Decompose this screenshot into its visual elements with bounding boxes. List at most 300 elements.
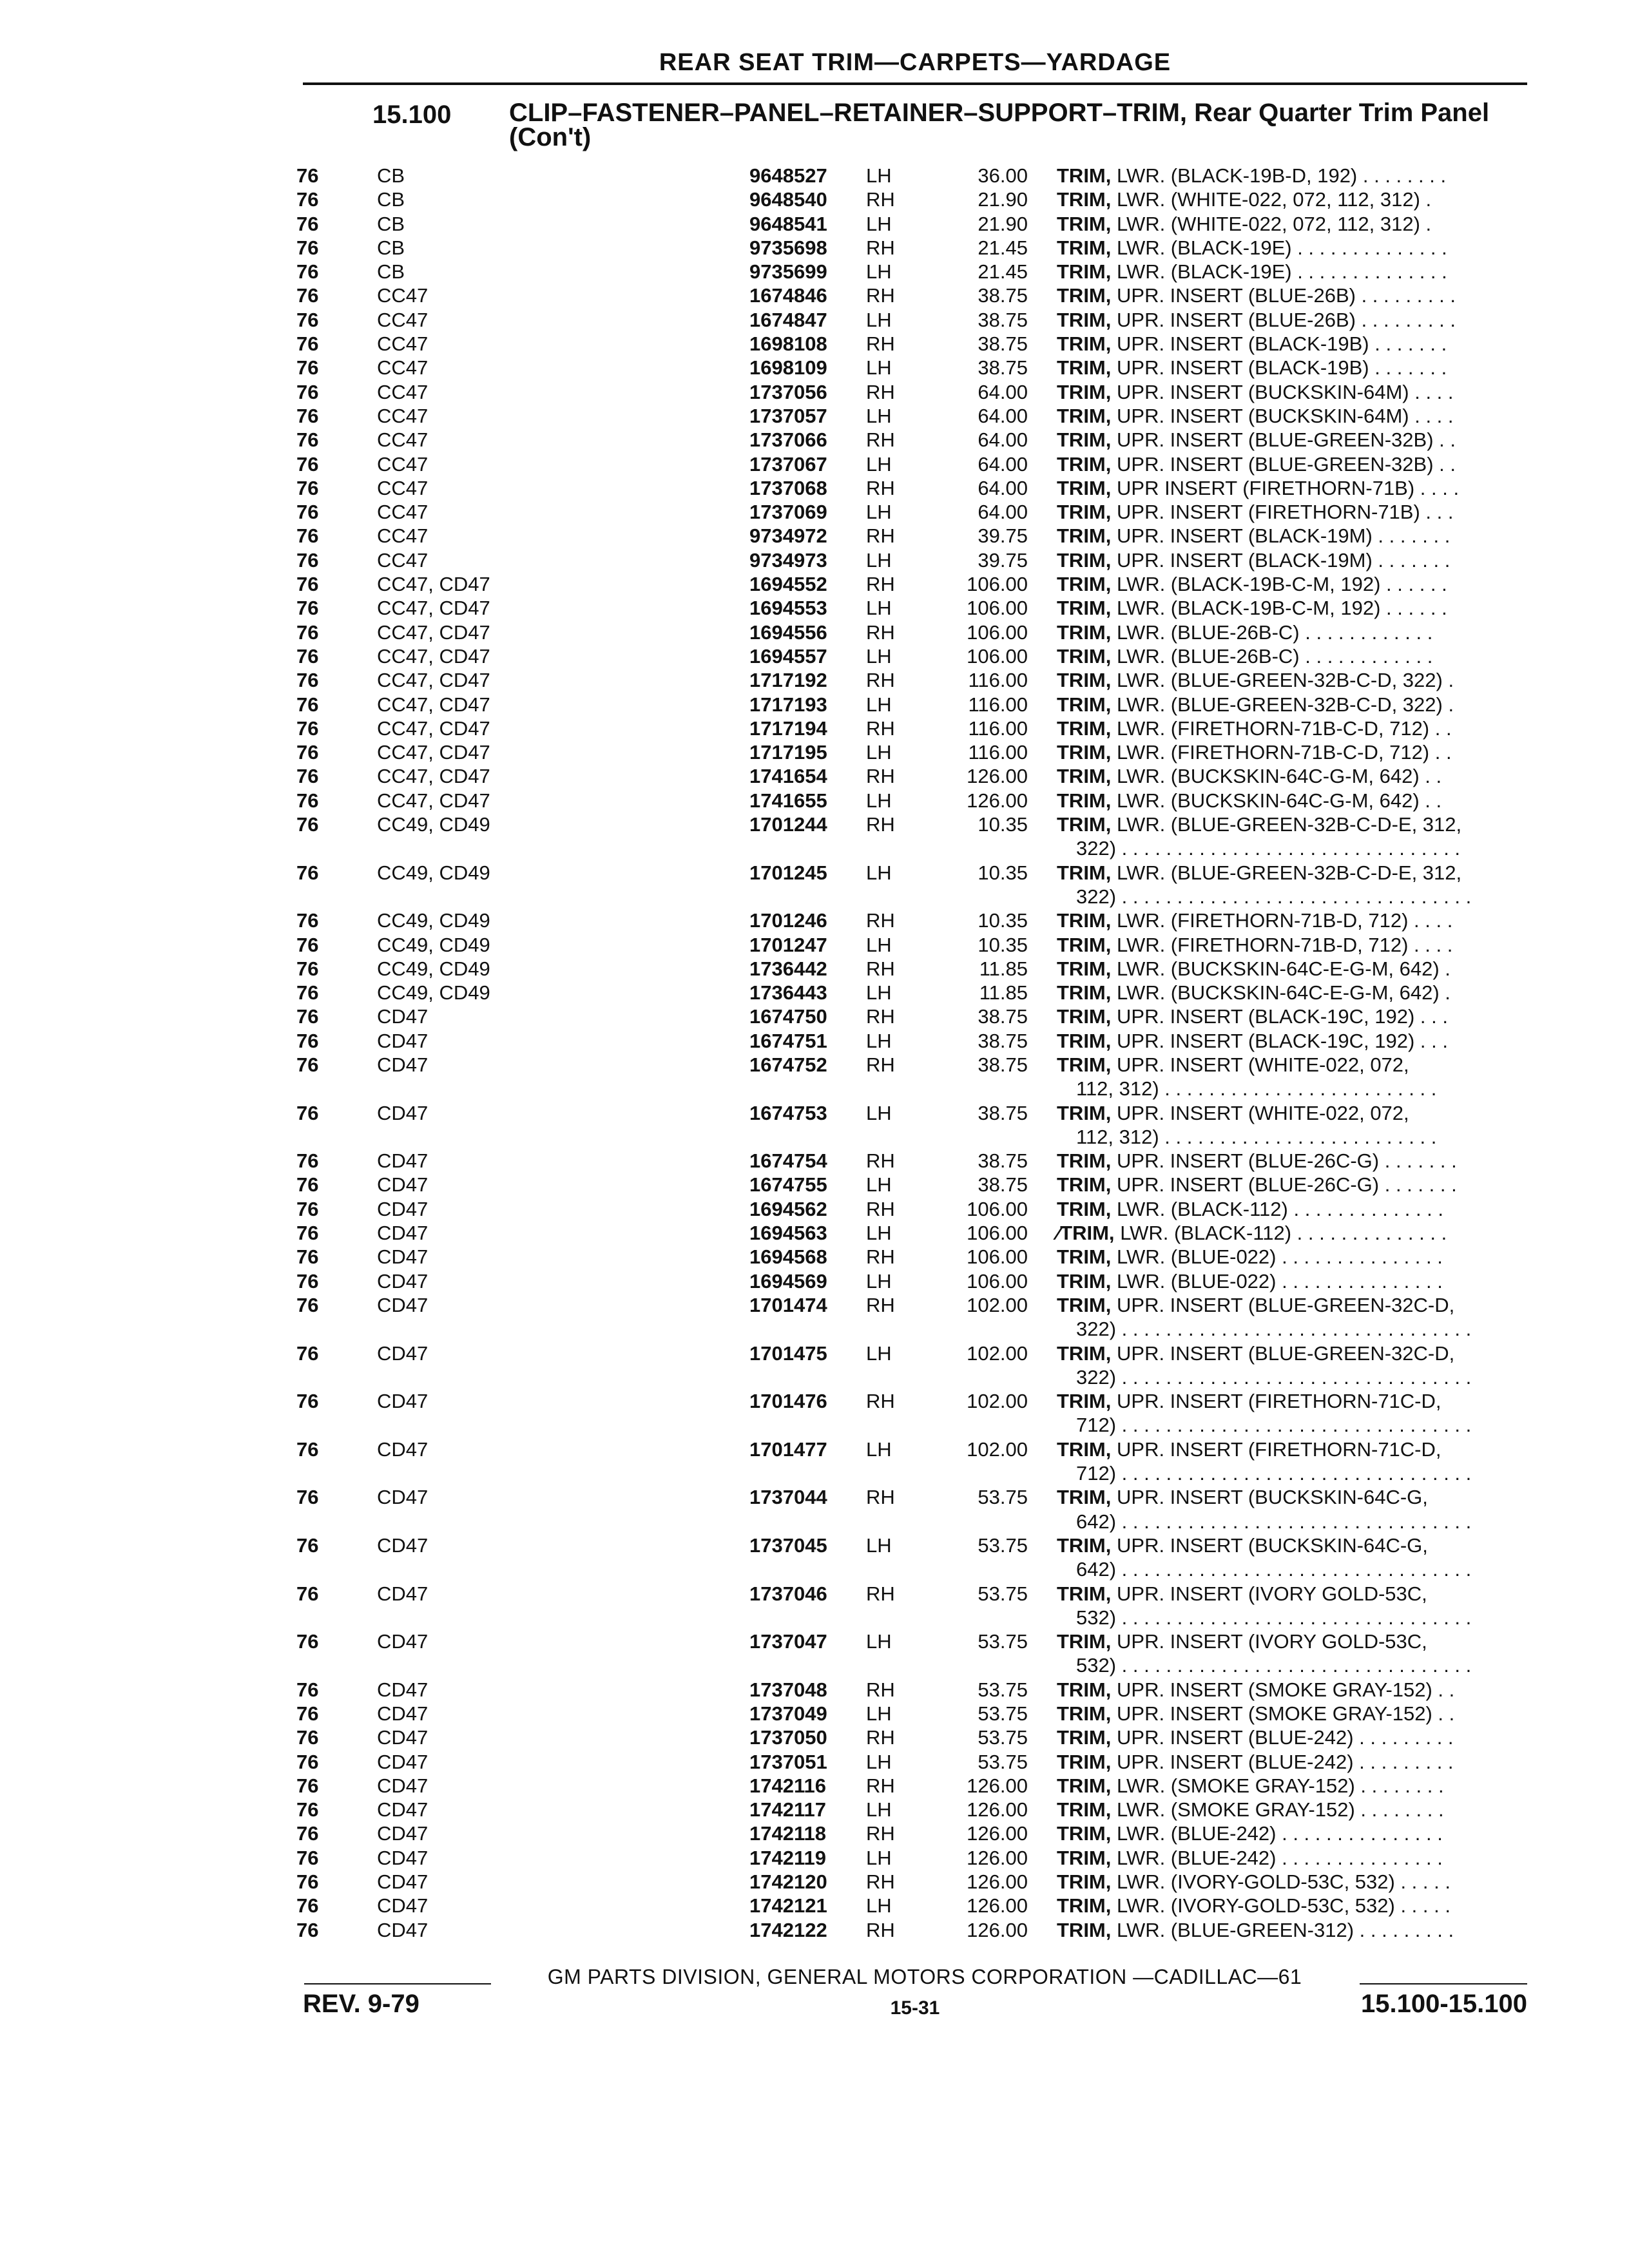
description	[1057, 1221, 1527, 1245]
description	[1057, 308, 1527, 332]
description-text: UPR. INSERT (BLACK-19M) . . . . . . .	[1117, 524, 1451, 548]
table-row	[0, 1004, 1629, 1028]
side: LH	[866, 1750, 892, 1773]
part-number: 1698108	[749, 332, 827, 356]
body-style	[377, 1245, 725, 1269]
item-name: TRIM,	[1057, 1053, 1112, 1076]
model-code: 76	[296, 1918, 319, 1941]
item-name: TRIM,	[1057, 693, 1112, 716]
description	[1057, 716, 1527, 740]
table-row	[0, 596, 1629, 620]
description-text: UPR. INSERT (BLACK-19C, 192) . . .	[1117, 1029, 1448, 1052]
description-text: LWR. (BUCKSKIN-64C-E-G-M, 642) .	[1117, 981, 1451, 1004]
side: RH	[866, 909, 895, 932]
body-style-label: CD47	[377, 1005, 434, 1028]
side: RH	[866, 1774, 895, 1797]
body-style-label: CC47, CD47	[377, 621, 497, 644]
part-number: 1701245	[749, 861, 827, 884]
table-row	[0, 644, 1629, 668]
body-style-label: CD47	[377, 1870, 434, 1893]
description-text: LWR. (BLACK-19E) . . . . . . . . . . . . . .	[1117, 260, 1447, 284]
description-continuation: 322) . . . . . . . . . . . . . . . . . . . . . . . . . . . . . . .	[1076, 837, 1461, 860]
description	[1057, 1725, 1527, 1749]
side: RH	[866, 1918, 895, 1941]
description-text: LWR. (BUCKSKIN-64C-G-M, 642) . .	[1117, 765, 1442, 788]
price: 126.00	[967, 1846, 1028, 1869]
body-style	[377, 164, 725, 187]
price: 116.00	[968, 716, 1028, 740]
model-code: 76	[296, 1846, 319, 1869]
description	[1057, 1533, 1527, 1582]
part-number: 1694563	[749, 1222, 827, 1245]
description	[1057, 668, 1527, 692]
table-row	[0, 1389, 1629, 1437]
item-name: TRIM,	[1057, 1341, 1112, 1365]
price: 64.00	[978, 380, 1028, 403]
description-text: LWR. (BLUE-022) . . . . . . . . . . . . . . .	[1117, 1269, 1443, 1293]
side: RH	[866, 765, 895, 788]
description-text: LWR. (IVORY-GOLD-53C, 532) . . . . .	[1117, 1870, 1451, 1894]
body-style-label: CC47	[377, 309, 434, 331]
description	[1057, 1029, 1527, 1053]
model-code: 76	[296, 1726, 319, 1749]
body-style	[377, 452, 725, 476]
item-name: TRIM,	[1057, 356, 1112, 380]
body-style-label: CD47	[377, 1894, 434, 1917]
description	[1057, 1582, 1527, 1630]
item-name: TRIM,	[1057, 1533, 1112, 1557]
model-code: 76	[296, 933, 319, 956]
item-name: TRIM,	[1057, 1197, 1112, 1220]
model-code: 76	[296, 620, 319, 644]
description-text: UPR. INSERT (BUCKSKIN-64M) . . . .	[1117, 404, 1454, 427]
description	[1057, 620, 1527, 644]
description	[1057, 933, 1527, 957]
item-name: TRIM,	[1057, 332, 1112, 356]
side: LH	[866, 260, 892, 284]
table-row	[0, 308, 1629, 332]
side: LH	[866, 212, 892, 235]
side: LH	[866, 1846, 892, 1869]
item-name: TRIM,	[1057, 741, 1112, 764]
body-style-label: CD47	[377, 1702, 434, 1725]
body-style-label: CC47, CD47	[377, 669, 497, 691]
part-number: 1742118	[749, 1822, 826, 1845]
table-row	[0, 476, 1629, 500]
description-text: UPR. INSERT (BUCKSKIN-64M) . . . .	[1117, 380, 1454, 403]
model-code: 76	[296, 1486, 319, 1509]
side: LH	[866, 1101, 892, 1124]
table-row	[0, 187, 1629, 211]
footer-publisher: GM PARTS DIVISION, GENERAL MOTORS CORPORATION —CADILLAC—61	[547, 1965, 1302, 1988]
body-style-label: CC47	[377, 428, 434, 451]
description-text: UPR. INSERT (BLUE-GREEN-32B) . .	[1117, 452, 1456, 476]
description-text: UPR. INSERT (BLACK-19M) . . . . . . .	[1117, 548, 1451, 572]
part-number: 1701477	[749, 1437, 827, 1461]
part-number: 1674750	[749, 1005, 827, 1028]
item-name: TRIM,	[1057, 1894, 1112, 1917]
part-number: 1694568	[749, 1245, 827, 1269]
item-name: TRIM,	[1057, 1798, 1112, 1821]
item-name: TRIM,	[1057, 212, 1112, 235]
item-name: TRIM,	[1057, 765, 1112, 788]
body-style-label: CC47	[377, 477, 434, 499]
body-style-label: CC47	[377, 332, 434, 355]
price: 64.00	[978, 452, 1028, 476]
model-code: 76	[296, 404, 319, 427]
table-row	[0, 1029, 1629, 1053]
model-code: 76	[296, 1702, 319, 1725]
part-number: 1717195	[749, 741, 827, 764]
price: 102.00	[967, 1437, 1028, 1461]
item-name: TRIM,	[1057, 284, 1112, 307]
item-name: TRIM,	[1057, 188, 1112, 211]
price: 21.90	[978, 212, 1028, 235]
table-row	[0, 548, 1629, 572]
table-row	[0, 1629, 1629, 1678]
part-number: 1737050	[749, 1726, 827, 1749]
body-style	[377, 212, 725, 236]
body-style	[377, 933, 725, 957]
price: 38.75	[978, 284, 1028, 307]
description-text: UPR. INSERT (BLACK-19B) . . . . . . .	[1117, 356, 1447, 380]
table-row	[0, 1821, 1629, 1845]
body-style	[377, 1678, 725, 1702]
side: RH	[866, 620, 895, 644]
model-code: 76	[296, 597, 319, 620]
description	[1057, 187, 1527, 211]
description-text: LWR. (BLUE-26B-C) . . . . . . . . . . . .	[1117, 644, 1433, 668]
side: LH	[866, 1029, 892, 1052]
price: 53.75	[978, 1702, 1028, 1725]
price: 106.00	[967, 1222, 1028, 1245]
description	[1057, 1750, 1527, 1774]
item-name: TRIM,	[1057, 813, 1112, 836]
table-row	[0, 1725, 1629, 1749]
part-number: 9734973	[749, 548, 827, 572]
body-style-label: CC47, CD47	[377, 789, 497, 812]
body-style-label: CB	[377, 164, 411, 187]
table-row	[0, 404, 1629, 428]
body-style-label: CD47	[377, 1173, 434, 1196]
table-row	[0, 668, 1629, 692]
description-text: UPR. INSERT (WHITE-022, 072,	[1117, 1101, 1409, 1124]
body-style	[377, 380, 725, 404]
body-style-label: CD47	[377, 1342, 434, 1365]
description	[1057, 693, 1527, 716]
price: 11.85	[979, 957, 1028, 980]
description-continuation: 322) . . . . . . . . . . . . . . . . . . . . . . . . . . . . . . . .	[1076, 885, 1472, 908]
description-continuation: 712) . . . . . . . . . . . . . . . . . . . . . . . . . . . . . . . .	[1076, 1462, 1472, 1485]
body-style	[377, 1774, 725, 1798]
part-number: 1737068	[749, 476, 827, 499]
side: LH	[866, 1341, 892, 1365]
body-style	[377, 1341, 725, 1365]
description	[1057, 1269, 1527, 1293]
description-text: UPR. INSERT (SMOKE GRAY-152) . .	[1117, 1702, 1455, 1725]
description-text: UPR. INSERT (BUCKSKIN-64C-G,	[1117, 1486, 1428, 1509]
item-name: TRIM,	[1057, 1245, 1112, 1269]
table-row	[0, 764, 1629, 788]
body-style	[377, 1389, 725, 1413]
body-style-label: CD47	[377, 1847, 434, 1869]
item-name: TRIM,	[1057, 1486, 1112, 1509]
model-code: 76	[296, 1678, 319, 1701]
body-style	[377, 236, 725, 260]
side: RH	[866, 1005, 895, 1028]
price: 102.00	[967, 1390, 1028, 1413]
side: RH	[866, 284, 895, 307]
description	[1057, 572, 1527, 596]
item-name: ⁄TRIM,	[1057, 1222, 1115, 1245]
description	[1057, 1004, 1527, 1028]
part-number: 9648540	[749, 188, 827, 211]
table-row	[0, 260, 1629, 284]
model-code: 76	[296, 501, 319, 524]
body-style-label: CD47	[377, 1390, 434, 1412]
description-text: LWR. (BLACK-112) . . . . . . . . . . . . . .	[1117, 1197, 1444, 1220]
body-style	[377, 548, 725, 572]
price: 126.00	[967, 1798, 1028, 1821]
table-row	[0, 1798, 1629, 1821]
part-number: 9735699	[749, 260, 827, 284]
body-style-label: CC47, CD47	[377, 597, 497, 619]
item-name: TRIM,	[1057, 1678, 1112, 1701]
body-style	[377, 1029, 725, 1053]
description-text: LWR. (BLUE-GREEN-32B-C-D-E, 312,	[1117, 861, 1462, 884]
side: RH	[866, 1245, 895, 1269]
description-continuation: 642) . . . . . . . . . . . . . . . . . . . . . . . . . . . . . . . .	[1076, 1510, 1472, 1533]
model-code: 76	[296, 1197, 319, 1220]
side: RH	[866, 524, 895, 548]
description	[1057, 1101, 1527, 1149]
description	[1057, 1702, 1527, 1725]
part-number: 1737057	[749, 404, 827, 427]
body-style-label: CD47	[377, 1294, 434, 1316]
table-row	[0, 1197, 1629, 1221]
description-text: LWR. (SMOKE GRAY-152) . . . . . . . .	[1117, 1798, 1444, 1821]
side: RH	[866, 813, 895, 836]
model-code: 76	[296, 981, 319, 1004]
description-text: UPR. INSERT (FIRETHORN-71C-D,	[1117, 1390, 1441, 1413]
description	[1057, 404, 1527, 428]
side: LH	[866, 356, 892, 380]
price: 38.75	[978, 1029, 1028, 1052]
table-row	[0, 428, 1629, 452]
part-number: 1694557	[749, 644, 827, 668]
model-code: 76	[296, 164, 319, 187]
body-style-label: CD47	[377, 1630, 434, 1653]
body-style	[377, 1918, 725, 1942]
table-row	[0, 716, 1629, 740]
side: LH	[866, 501, 892, 524]
model-code: 76	[296, 236, 319, 259]
part-number: 1737045	[749, 1533, 827, 1557]
model-code: 76	[296, 452, 319, 476]
body-style-label: CC47, CD47	[377, 573, 497, 595]
price: 116.00	[968, 693, 1028, 716]
item-name: TRIM,	[1057, 1101, 1112, 1124]
side: LH	[866, 308, 892, 331]
table-row	[0, 908, 1629, 932]
side: RH	[866, 1149, 895, 1173]
item-name: TRIM,	[1057, 1005, 1112, 1028]
body-style-label: CC47	[377, 405, 434, 427]
body-style	[377, 1437, 725, 1461]
body-style-label: CD47	[377, 1030, 434, 1052]
item-name: TRIM,	[1057, 452, 1112, 476]
description	[1057, 764, 1527, 788]
part-number: 1701474	[749, 1293, 827, 1316]
description-text: LWR. (WHITE-022, 072, 112, 312) .	[1117, 188, 1432, 211]
model-code: 76	[296, 356, 319, 380]
description	[1057, 1389, 1527, 1437]
side: RH	[866, 476, 895, 499]
part-number: 1694562	[749, 1197, 827, 1220]
price: 126.00	[967, 1918, 1028, 1941]
description	[1057, 284, 1527, 307]
description-text: LWR. (BUCKSKIN-64C-G-M, 642) . .	[1117, 789, 1442, 812]
model-code: 76	[296, 909, 319, 932]
part-number: 1717193	[749, 693, 827, 716]
part-number: 1737067	[749, 452, 827, 476]
body-style	[377, 957, 725, 981]
part-number: 1737051	[749, 1750, 827, 1773]
item-name: TRIM,	[1057, 501, 1112, 524]
table-row	[0, 524, 1629, 548]
description-text: LWR. (BLACK-19B-C-M, 192) . . . . . .	[1117, 573, 1447, 596]
body-style	[377, 260, 725, 284]
item-name: TRIM,	[1057, 1269, 1112, 1293]
description	[1057, 908, 1527, 932]
model-code: 76	[296, 1798, 319, 1821]
item-name: TRIM,	[1057, 1582, 1112, 1605]
model-code: 76	[296, 1533, 319, 1557]
description	[1057, 164, 1527, 187]
side: RH	[866, 716, 895, 740]
description-text: UPR. INSERT (BLACK-19C, 192) . . .	[1117, 1005, 1448, 1028]
table-row	[0, 933, 1629, 957]
item-name: TRIM,	[1057, 1437, 1112, 1461]
body-style-label: CC49, CD49	[377, 934, 497, 956]
body-style	[377, 693, 725, 716]
price: 38.75	[978, 356, 1028, 380]
model-code: 76	[296, 669, 319, 692]
description-text: LWR. (FIRETHORN-71B-C-D, 712) . .	[1117, 741, 1452, 764]
part-number: 1674752	[749, 1053, 827, 1076]
body-style	[377, 1750, 725, 1774]
side: LH	[866, 1798, 892, 1821]
body-style	[377, 500, 725, 524]
description	[1057, 789, 1527, 812]
side: LH	[866, 1894, 892, 1917]
table-row	[0, 1870, 1629, 1894]
part-number: 1742120	[749, 1870, 827, 1894]
price: 106.00	[967, 620, 1028, 644]
model-code: 76	[296, 212, 319, 235]
description	[1057, 1053, 1527, 1101]
body-style	[377, 1725, 725, 1749]
part-number: 1737048	[749, 1678, 827, 1701]
side: RH	[866, 669, 895, 692]
section-range: 15.100-15.100	[1360, 1990, 1527, 2018]
item-name: TRIM,	[1057, 909, 1112, 932]
part-number: 1737044	[749, 1486, 827, 1509]
item-name: TRIM,	[1057, 1750, 1112, 1773]
body-style-label: CC49, CD49	[377, 861, 497, 884]
table-row	[0, 1582, 1629, 1630]
description	[1057, 500, 1527, 524]
part-number: 1701246	[749, 909, 827, 932]
revision-label: REV. 9-79	[303, 1990, 419, 2018]
part-number: 1741654	[749, 765, 827, 788]
description	[1057, 1437, 1527, 1486]
model-code: 76	[296, 1341, 319, 1365]
part-number: 1742119	[749, 1846, 826, 1869]
table-row	[0, 500, 1629, 524]
description-text: UPR. INSERT (BLUE-242) . . . . . . . . .	[1117, 1750, 1454, 1773]
model-code: 76	[296, 789, 319, 812]
body-style	[377, 861, 725, 885]
side: LH	[866, 597, 892, 620]
model-code: 76	[296, 380, 319, 403]
model-code: 76	[296, 428, 319, 452]
price: 106.00	[967, 1197, 1028, 1220]
price: 126.00	[967, 1774, 1028, 1797]
description-continuation: 112, 312) . . . . . . . . . . . . . . . . . . . . . . . . .	[1076, 1125, 1437, 1148]
body-style	[377, 1004, 725, 1028]
description-text: UPR. INSERT (BLUE-242) . . . . . . . . .	[1117, 1726, 1454, 1749]
table-row	[0, 212, 1629, 236]
body-style	[377, 572, 725, 596]
table-row	[0, 356, 1629, 380]
description	[1057, 548, 1527, 572]
item-name: TRIM,	[1057, 1918, 1112, 1941]
description-text: LWR. (FIRETHORN-71B-C-D, 712) . .	[1117, 716, 1452, 740]
item-name: TRIM,	[1057, 1630, 1112, 1653]
body-style-label: CB	[377, 260, 411, 283]
description	[1057, 1846, 1527, 1870]
description-continuation: 642) . . . . . . . . . . . . . . . . . . . . . . . . . . . . . . . .	[1076, 1558, 1472, 1581]
body-style-label: CB	[377, 236, 411, 259]
price: 38.75	[978, 308, 1028, 331]
part-number: 1674846	[749, 284, 827, 307]
body-style	[377, 524, 725, 548]
price: 106.00	[967, 597, 1028, 620]
body-style	[377, 812, 725, 836]
description-text: UPR. INSERT (BLUE-GREEN-32C-D,	[1117, 1293, 1455, 1316]
description-text: LWR. (BLUE-26B-C) . . . . . . . . . . . .	[1117, 620, 1433, 644]
model-code: 76	[296, 1101, 319, 1124]
side: LH	[866, 981, 892, 1004]
description-text: UPR. INSERT (SMOKE GRAY-152) . .	[1117, 1678, 1455, 1701]
item-name: TRIM,	[1057, 428, 1112, 452]
description-text: LWR. (BLACK-19B-C-M, 192) . . . . . .	[1117, 597, 1447, 620]
description-text: LWR. (WHITE-022, 072, 112, 312) .	[1117, 212, 1432, 235]
side: LH	[866, 1533, 892, 1557]
part-number: 1674751	[749, 1029, 827, 1052]
part-number: 1737046	[749, 1582, 827, 1605]
description-text: UPR. INSERT (BLACK-19B) . . . . . . .	[1117, 332, 1447, 356]
item-name: TRIM,	[1057, 164, 1112, 187]
price: 38.75	[978, 1053, 1028, 1076]
description	[1057, 740, 1527, 764]
body-style-label: CD47	[377, 1102, 434, 1124]
item-name: TRIM,	[1057, 1846, 1112, 1869]
description-text: UPR. INSERT (BLUE-26B) . . . . . . . . .	[1117, 308, 1456, 331]
side: LH	[866, 1173, 892, 1196]
description	[1057, 1197, 1527, 1221]
